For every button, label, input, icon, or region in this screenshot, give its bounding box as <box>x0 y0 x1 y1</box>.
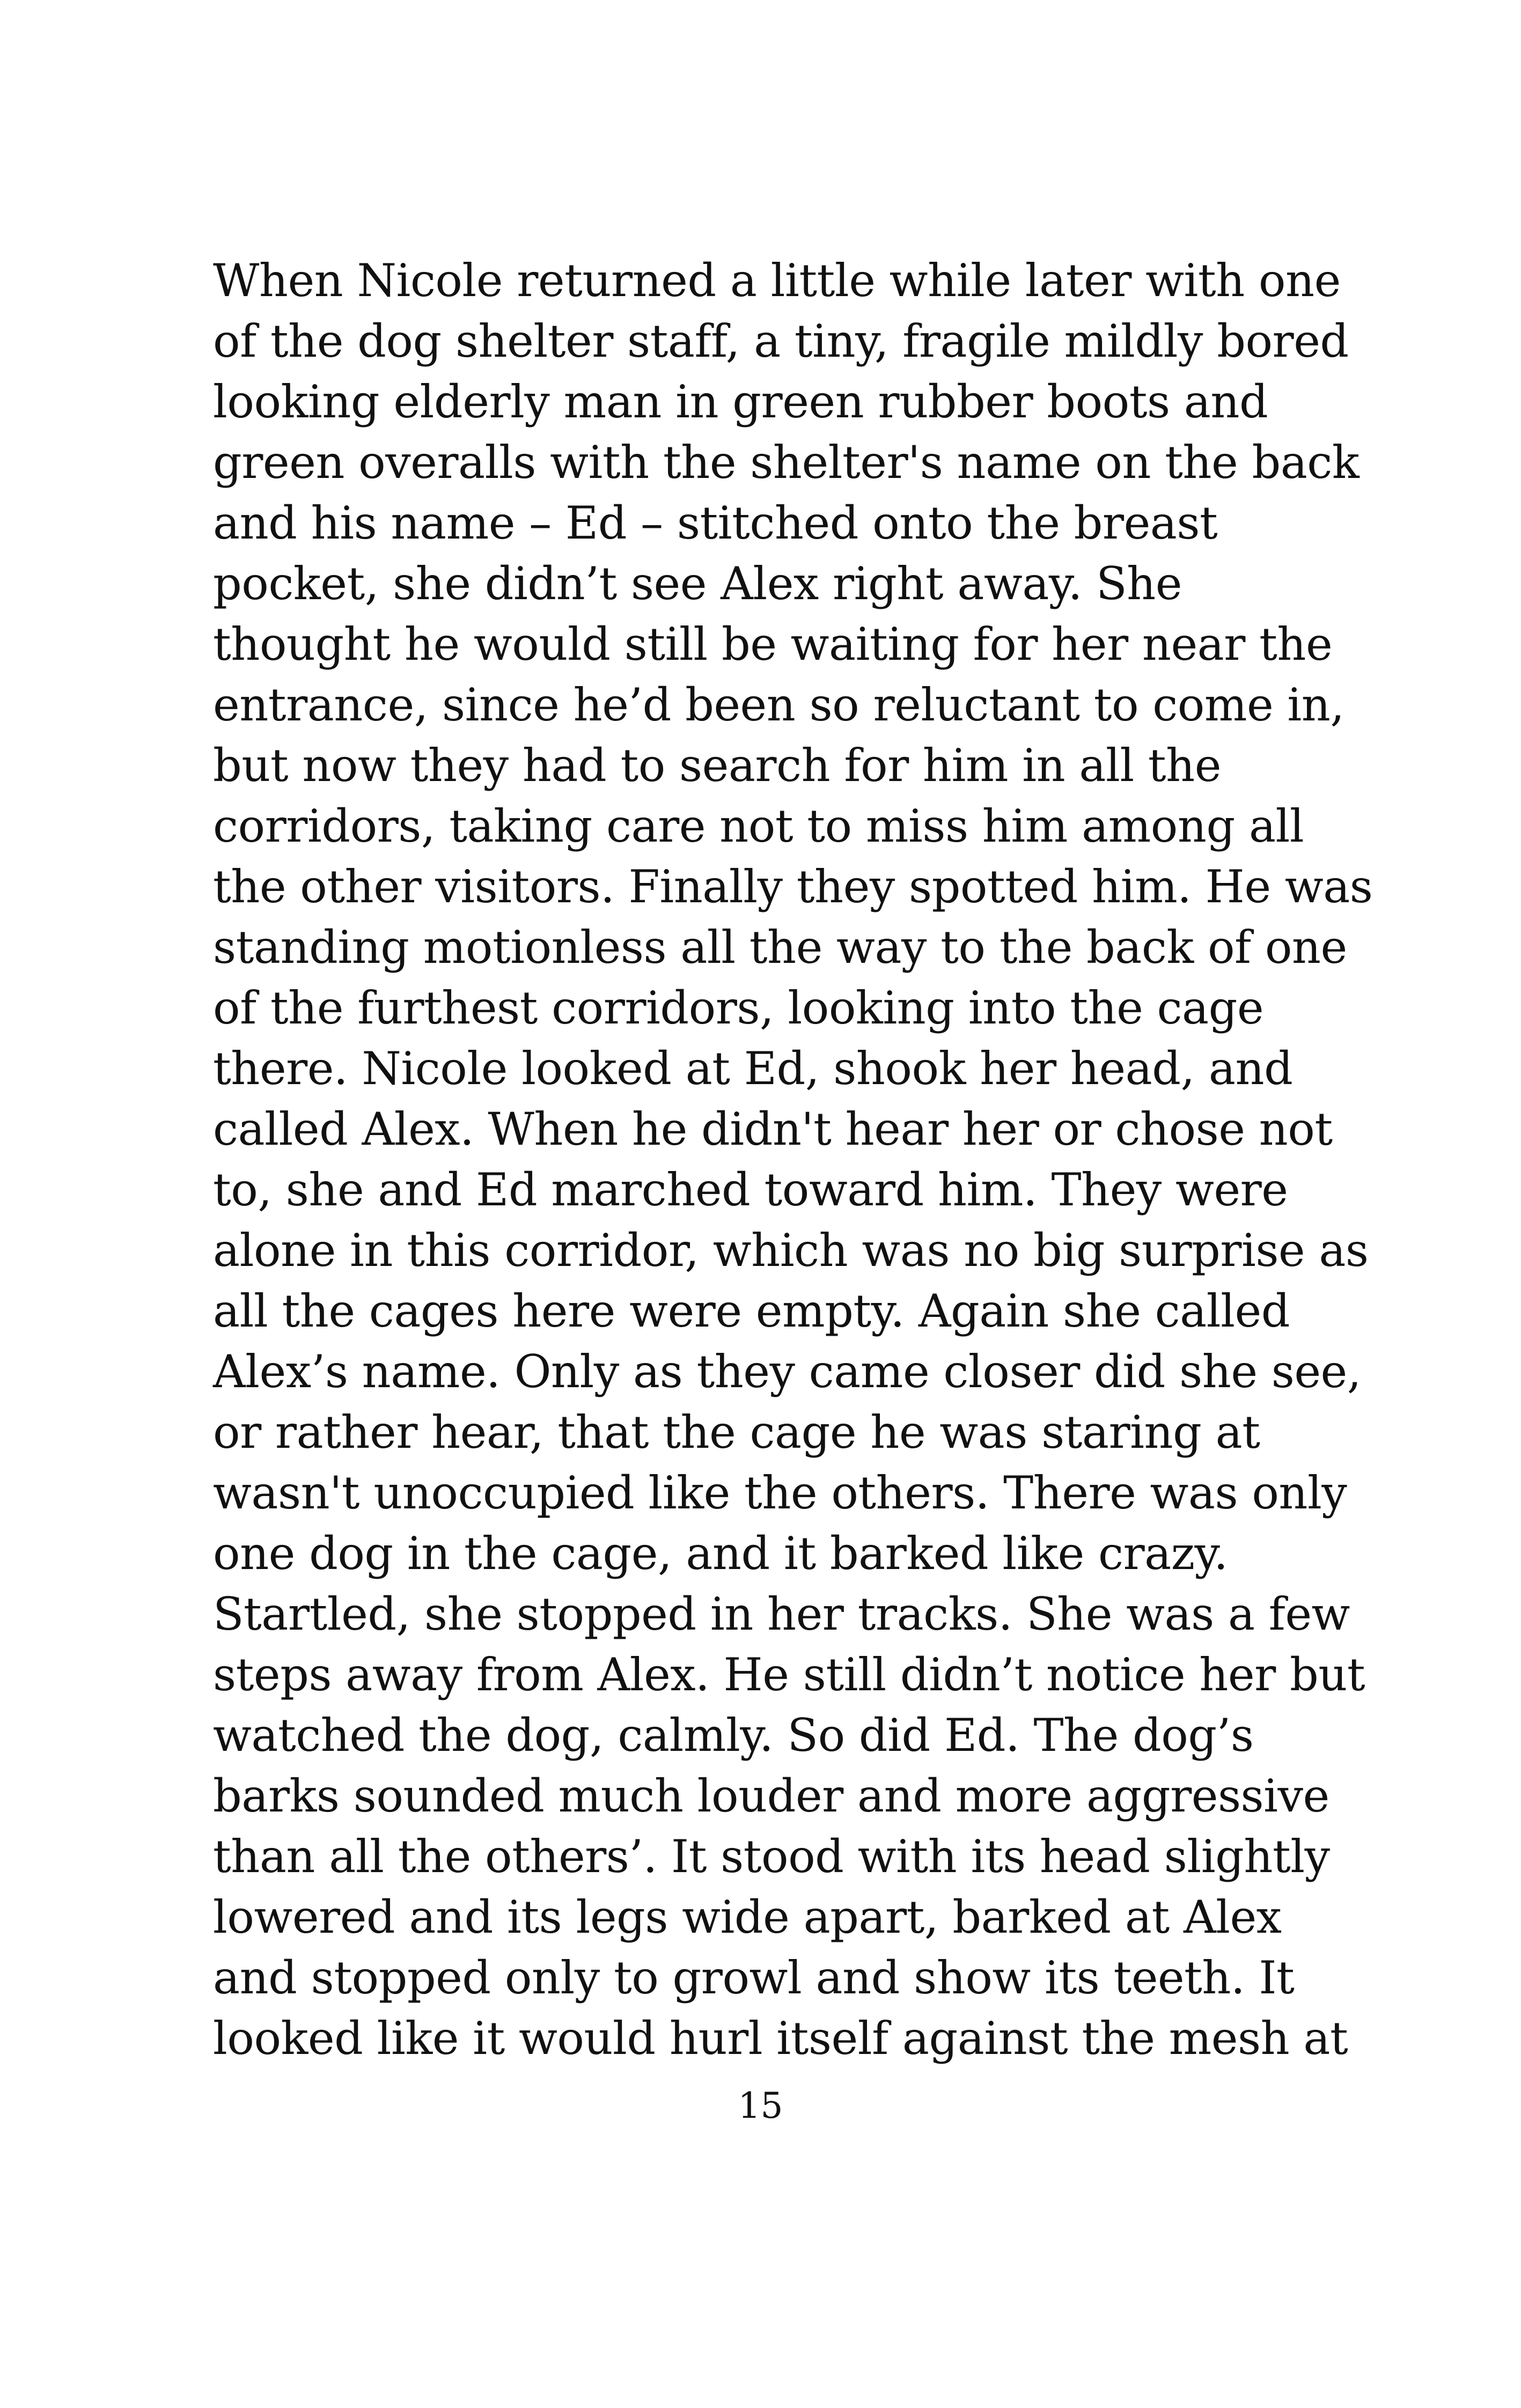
text-line: standing motionless all the way to the back of one <box>213 921 1347 974</box>
text-line: watched the dog, calmly. So did Ed. The dog’s <box>213 1709 1254 1762</box>
text-line: the other visitors. Finally they spotted him. He was <box>213 860 1373 913</box>
text-line: all the cages here were empty. Again she called <box>213 1285 1290 1337</box>
text-line: wasn't unoccupied like the others. There was only <box>213 1467 1347 1519</box>
text-line: corridors, taking care not to miss him among all <box>213 800 1304 852</box>
text-line: and his name – Ed – stitched onto the breast <box>213 497 1218 549</box>
text-line: entrance, since he’d been so reluctant to come in, <box>213 679 1344 731</box>
text-line: one dog in the cage, and it barked like crazy. <box>213 1527 1228 1580</box>
text-line: Startled, she stopped in her tracks. She was a few <box>213 1588 1350 1640</box>
text-line: of the furthest corridors, looking into the cage <box>213 982 1264 1034</box>
text-line: than all the others’. It stood with its head slightly <box>213 1830 1330 1883</box>
text-line: When Nicole returned a little while later with one <box>213 254 1341 307</box>
text-line: looking elderly man in green rubber boots and <box>213 375 1268 428</box>
text-line: but now they had to search for him in all the <box>213 739 1221 792</box>
text-line: pocket, she didn’t see Alex right away. She <box>213 557 1182 610</box>
text-line: there. Nicole looked at Ed, shook her head, and <box>213 1042 1293 1095</box>
text-line: green overalls with the shelter's name on the back <box>213 436 1360 489</box>
body-text <box>213 251 1373 2069</box>
text-line: and stopped only to growl and show its teeth. It <box>213 1952 1295 2004</box>
text-line: to, she and Ed marched toward him. They were <box>213 1164 1288 1216</box>
text-line: steps away from Alex. He still didn’t notice her but <box>213 1648 1365 1701</box>
page-number: 15 <box>738 2085 783 2126</box>
text-line: Alex’s name. Only as they came closer did she see, <box>213 1345 1361 1398</box>
text-line: or rather hear, that the cage he was staring at <box>213 1406 1260 1459</box>
text-line: barks sounded much louder and more aggressive <box>213 1770 1329 1822</box>
text-line: of the dog shelter staff, a tiny, fragile mildly bored <box>213 315 1349 367</box>
text-line: thought he would still be waiting for her near the <box>213 618 1333 671</box>
text-line: called Alex. When he didn't hear her or chose not <box>213 1103 1333 1155</box>
text-line: lowered and its legs wide apart, barked at Alex <box>213 1891 1282 1943</box>
text-line: looked like it would hurl itself against the mesh at <box>213 2012 1348 2065</box>
text-line: alone in this corridor, which was no big surprise as <box>213 1224 1369 1277</box>
